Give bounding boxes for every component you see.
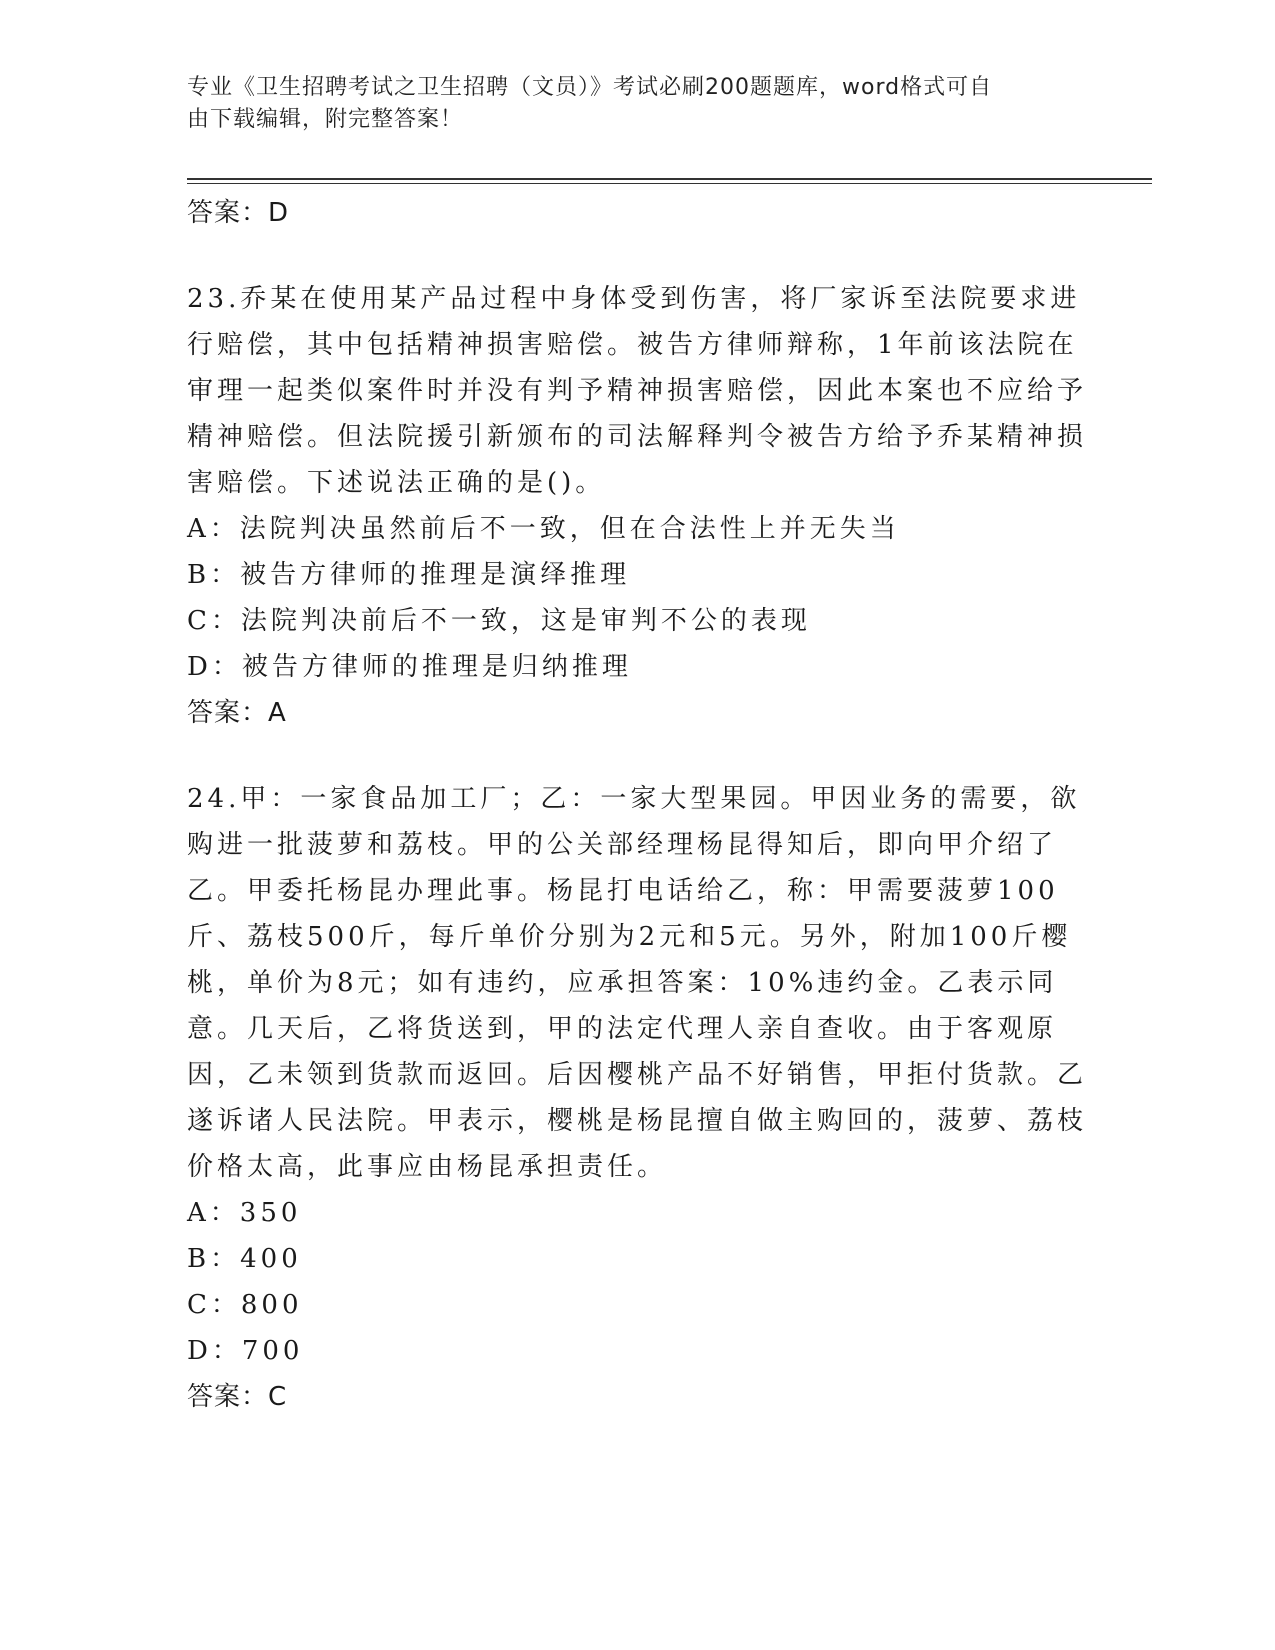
header-line-1: 专业《卫生招聘考试之卫生招聘（文员）》考试必刷200题题库，word格式可自 (187, 75, 993, 100)
previous-answer: 答案：D (187, 198, 290, 228)
header-line-2: 由下载编辑，附完整答案！ (187, 107, 464, 132)
question-24-option-c: C：800 (187, 1290, 303, 1320)
question-23-text: 23.乔某在使用某产品过程中身体受到伤害，将厂家诉至法院要求进行赔偿，其中包括精神损害赔偿。被告方律师辩称，1年前该法院在审理一起类似案件时并没有判予精神损害赔偿，因此本案也不应给予精神赔偿。但法院援引新颁布的司法解释判令被告方给予乔某精神损害赔偿。下述说法正确的是()。 (187, 284, 1088, 498)
question-24-answer: 答案：C (187, 1382, 288, 1412)
document-body (187, 190, 1087, 1420)
question-23-option-c: C：法院判决前后不一致，这是审判不公的表现 (187, 606, 811, 636)
question-23-option-a: A：法院判决虽然前后不一致，但在合法性上并无失当 (187, 514, 900, 544)
question-24-option-b: B：400 (187, 1244, 302, 1274)
question-23-option-d: D：被告方律师的推理是归纳推理 (187, 652, 632, 682)
page-header (187, 72, 1067, 136)
question-23-option-b: B：被告方律师的推理是演绎推理 (187, 560, 631, 590)
header-rule-thin (187, 183, 1152, 184)
header-rule-thick (187, 178, 1152, 180)
question-24-option-a: A：350 (187, 1198, 302, 1228)
question-24 (187, 776, 1087, 1420)
question-23-answer: 答案：A (187, 698, 287, 728)
question-24-text: 24.甲：一家食品加工厂；乙：一家大型果园。甲因业务的需要，欲购进一批菠萝和荔枝。甲的公关部经理杨昆得知后，即向甲介绍了乙。甲委托杨昆办理此事。杨昆打电话给乙，称：甲需要菠萝100斤、荔枝500斤，每斤单价分别为2元和5元。另外，附加100斤樱桃，单价为8元；如有违约，应承担答案：10%违约金。乙表示同意。几天后，乙将货送到，甲的法定代理人亲自查收。由于客观原因，乙未领到货款而返回。后因樱桃产品不好销售，甲拒付货款。乙遂诉诸人民法院。甲表示，樱桃是杨昆擅自做主购回的，菠萝、荔枝价格太高，此事应由杨昆承担责任。 (187, 784, 1088, 1182)
question-24-option-d: D：700 (187, 1336, 304, 1366)
question-23 (187, 276, 1087, 736)
spacer (187, 736, 1087, 776)
spacer (187, 236, 1087, 276)
